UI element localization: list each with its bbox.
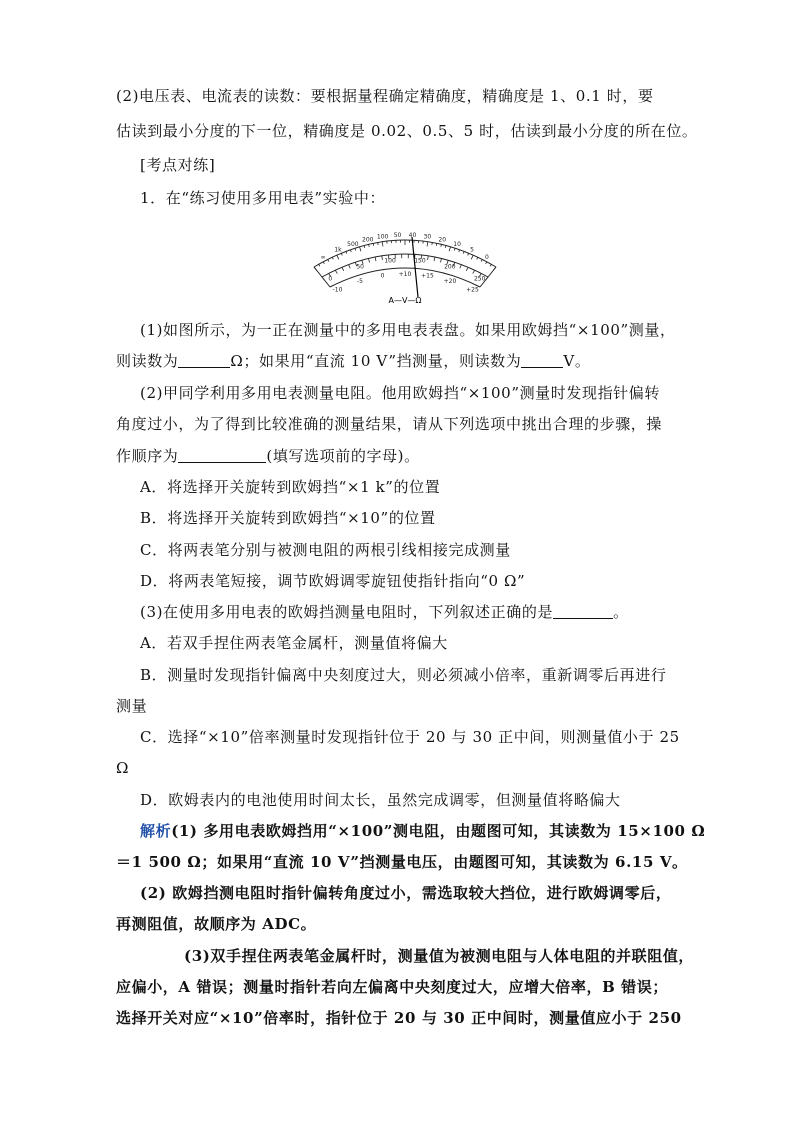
dial-label: ∞: [320, 253, 326, 261]
dial-tick: [490, 264, 491, 266]
meter-needle: [412, 237, 418, 297]
text-fragment: 作顺序为: [116, 447, 179, 465]
text-fragment: (1) 多用电表欧姆挡用“×100”测电阻，由题图可知，其读数为 15×100 Ω: [171, 822, 706, 840]
question-title: 1．在“练习使用多用电表”实验中：: [140, 189, 386, 207]
dial-label: 40: [408, 232, 417, 240]
option-a: A．将选择开关旋转到欧姆挡“×1 k”的位置: [140, 478, 441, 496]
text-line: 测量: [116, 697, 148, 715]
answer-blank[interactable]: [178, 352, 230, 368]
dial-tick: [486, 262, 487, 264]
dial-label: 50: [356, 263, 365, 271]
dial-tick: [369, 244, 370, 246]
dial-label: 150: [414, 257, 426, 265]
dial-tick: [319, 264, 320, 266]
dial-tick: [471, 255, 473, 259]
dial-tick: [434, 257, 435, 261]
text-line: [140, 602, 629, 622]
dial-tick: [323, 262, 324, 264]
dial-tick: [349, 265, 351, 269]
dial-tick: [373, 243, 374, 245]
dial-tick: [468, 253, 469, 255]
text-line: [116, 351, 590, 371]
text-line: 估读到最小分度的下一位，精确度是 0.02、0.5、5 时，估读到最小分度的所在位。: [116, 122, 698, 140]
dial-label: 100: [376, 233, 389, 241]
dial-tick: [360, 247, 361, 252]
dial-tick: [375, 257, 376, 261]
answer-blank[interactable]: [553, 603, 613, 619]
text-fragment: 。: [613, 603, 629, 621]
multimeter-dial-figure: [300, 215, 510, 305]
dial-tick: [463, 251, 464, 253]
dial-tick: [486, 277, 488, 280]
section-heading: [考点对练]: [140, 156, 216, 174]
dial-tick: [314, 267, 317, 271]
option-b: B．将选择开关旋转到欧姆挡“×10”的位置: [140, 509, 436, 527]
dial-tick: [440, 258, 441, 262]
text-line: 角度过小，为了得到比较准确的测量结果，请从下列选项中挑出合理的步骤，操: [116, 415, 663, 433]
dial-tick: [342, 267, 344, 271]
text-line: Ω: [116, 759, 130, 777]
solution-line: (2) 欧姆挡测电阻时指针偏转角度过小，需选取较大挡位，进行欧姆调零后，: [140, 884, 672, 902]
dial-label: 30: [423, 233, 432, 241]
text-fragment: 则读数为: [116, 352, 179, 370]
option-a: A．若双手捏住两表笔金属杆，测量值将偏大: [140, 634, 448, 652]
dial-label: 10: [453, 240, 461, 248]
dial-tick: [441, 244, 442, 246]
dial-label: 0: [380, 272, 385, 280]
dial-label: 100: [384, 257, 396, 265]
option-d: D．将两表笔短接，调节欧姆调零旋钮使指针指向“0 Ω”: [140, 572, 526, 590]
dial-label: -5: [357, 277, 363, 285]
solution-line: 应偏小，A 错误；测量时指针若向左偏离中央刻度过大，应增大倍率，B 错误；: [116, 978, 668, 996]
solution-line: 再测阻值，故顺序为 ADC。: [116, 915, 317, 933]
dial-label: 0: [484, 253, 489, 261]
text-fragment: V。: [563, 352, 591, 370]
dial-tick: [322, 277, 324, 280]
dial-tick: [481, 260, 482, 262]
dial-tick: [368, 258, 369, 262]
option-d: D．欧姆表内的电池使用时间太长，虽然完成调零，但测量值将略偏大: [140, 791, 621, 809]
text-line: [116, 446, 420, 466]
text-line: (2)甲同学利用多用电表测量电阻。他用欧姆挡“×100”测量时发现指针偏转: [140, 384, 660, 402]
dial-label: 50: [393, 232, 402, 240]
dial-tick: [332, 257, 333, 259]
dial-tick: [350, 250, 351, 252]
dial-tick: [346, 251, 347, 253]
dial-tick: [454, 248, 455, 250]
answer-blank[interactable]: [521, 352, 563, 368]
dial-label: 5: [470, 246, 474, 254]
dial-label: 250: [473, 275, 486, 283]
dial-label: 0: [328, 275, 333, 283]
dial-label: 1k: [334, 246, 342, 254]
dial-tick: [473, 270, 475, 273]
text-fragment: (3)在使用多用电表的欧姆挡测量电阻时，下列叙述正确的是: [140, 603, 554, 621]
text-line: (2)电压表、电流表的读数：要根据量程确定精确度，精确度是 1、0.1 时，要: [116, 87, 654, 105]
dial-tick: [382, 242, 383, 247]
dial-tick: [436, 243, 437, 245]
dial-tick: [382, 256, 383, 260]
solution-line: 选择开关对应“×10”倍率时，指针位于 20 与 30 正中间时，测量值应小于 250: [116, 1009, 682, 1027]
dial-tick: [337, 255, 339, 259]
answer-blank[interactable]: [178, 447, 266, 463]
text-fragment: (填写选项前的字母)。: [266, 447, 420, 465]
dial-label: 200: [362, 236, 374, 244]
option-c: C．选择“×10”倍率测量时发现指针位于 20 与 30 正中间，则测量值小于 25: [140, 728, 680, 746]
dial-tick: [449, 247, 450, 252]
dial-label: 20: [438, 236, 447, 244]
solution-line: [140, 821, 705, 841]
solution-line: (3)双手捏住两表笔金属杆时，测量值为被测电阻与人体电阻的并联阻值，: [184, 947, 695, 965]
meter-label: A—V—Ω: [388, 296, 422, 305]
dial-label: -10: [332, 286, 343, 294]
dial-label: +15: [421, 272, 434, 280]
solution-label: 解析: [140, 822, 172, 840]
dial-tick: [493, 267, 496, 271]
option-c: C．将两表笔分别与被测电阻的两根引线相接完成测量: [140, 541, 511, 559]
dial-label: +25: [466, 286, 479, 294]
dial-label: +20: [443, 277, 457, 285]
dial-tick: [460, 265, 462, 269]
dial-label: 200: [444, 263, 456, 271]
dial-tick: [466, 267, 468, 271]
dial-tick: [335, 270, 337, 273]
text-fragment: Ω；如果用“直流 10 V”挡测量，则读数为: [230, 352, 522, 370]
dial-label: +10: [398, 271, 412, 278]
dial-tick: [428, 256, 429, 260]
dial-label: 500: [347, 240, 359, 248]
dial-tick: [427, 242, 428, 247]
dial-tick: [328, 260, 329, 262]
dial-tick: [355, 248, 356, 250]
dial-tick: [459, 250, 460, 252]
text-line: (1)如图所示，为一正在测量中的多用电表表盘。如果用欧姆挡“×100”测量，: [140, 321, 676, 339]
option-b: B．测量时发现指针偏离中央刻度过大，则必须减小倍率，重新调零后再进行: [140, 666, 667, 684]
solution-line: ＝1 500 Ω；如果用“直流 10 V”挡测量电压，由题图可知，其读数为 6.15 V。: [116, 853, 688, 871]
dial-tick: [477, 257, 478, 259]
